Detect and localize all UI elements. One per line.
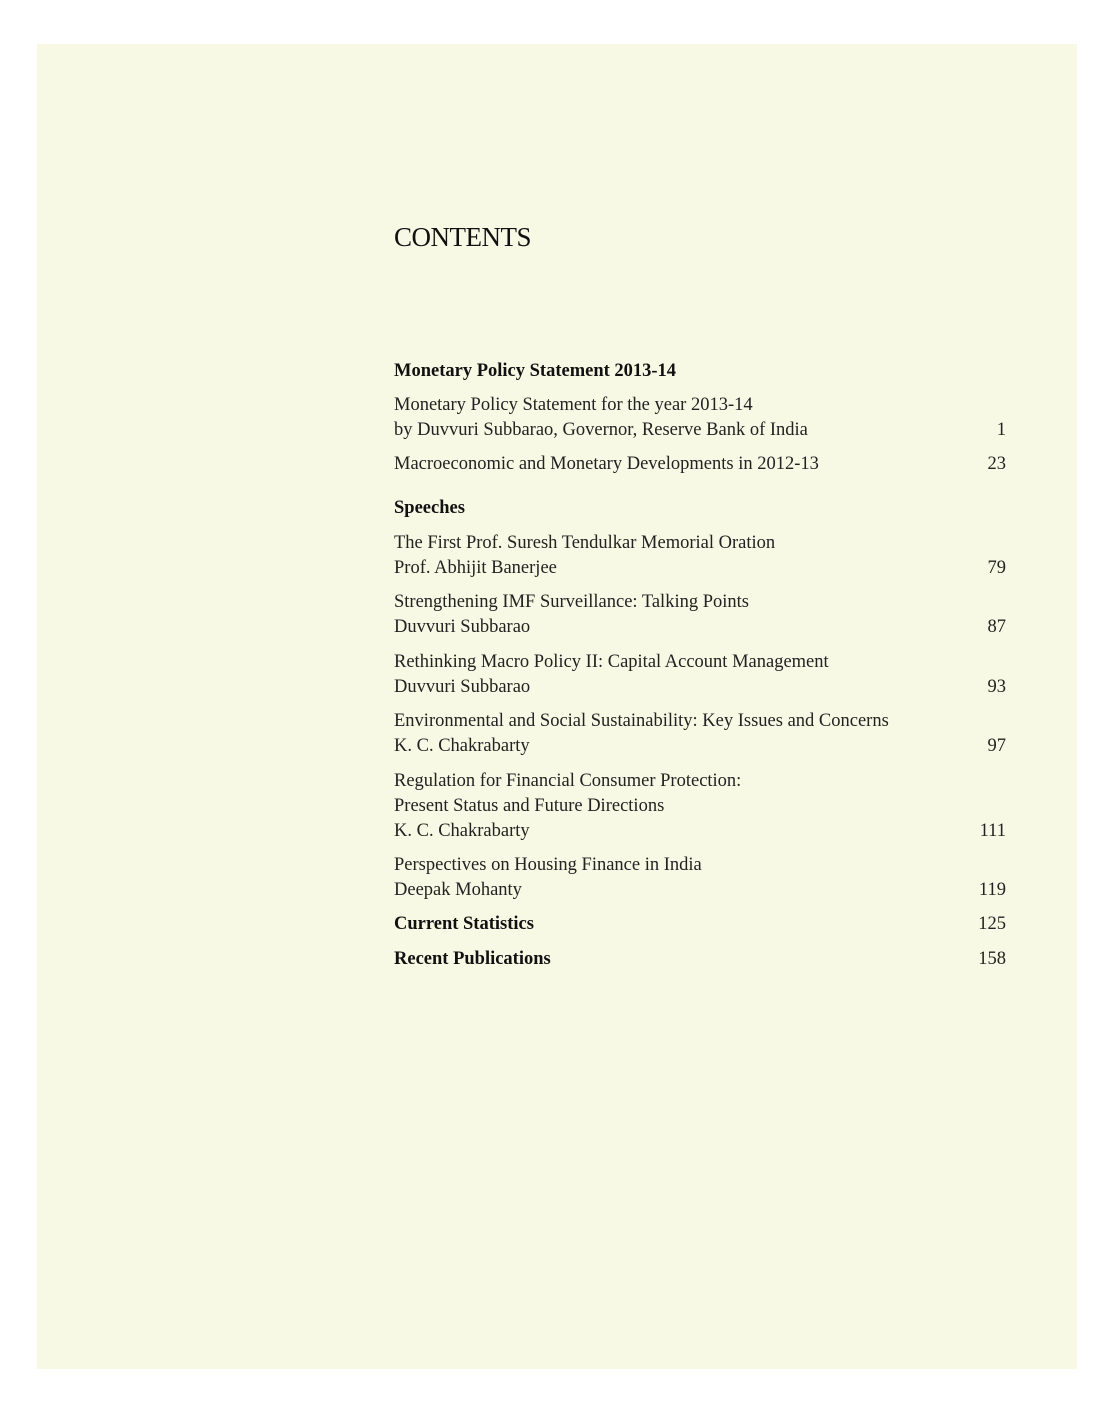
toc-page-number: 97 bbox=[987, 736, 1006, 756]
section-heading: Monetary Policy Statement 2013-14 bbox=[394, 361, 677, 381]
toc-entry-line: The First Prof. Suresh Tendulkar Memorial Oration bbox=[394, 533, 776, 553]
toc-page-number: 93 bbox=[987, 677, 1006, 697]
toc-entry-line: Strengthening IMF Surveillance: Talking Points bbox=[394, 592, 749, 612]
toc-entry-line: K. C. Chakrabarty bbox=[394, 821, 530, 841]
toc-entry-line: Monetary Policy Statement for the year 2013-14 bbox=[394, 395, 753, 415]
page-title: CONTENTS bbox=[394, 222, 531, 252]
toc-entry-line: Regulation for Financial Consumer Protection: bbox=[394, 771, 742, 791]
toc-entry-line: Duvvuri Subbarao bbox=[394, 617, 531, 637]
toc-page-number: 1 bbox=[996, 420, 1006, 440]
toc-page-number: 125 bbox=[978, 914, 1006, 934]
toc-entry-line: Rethinking Macro Policy II: Capital Account Management bbox=[394, 652, 829, 672]
section-heading: Speeches bbox=[394, 498, 465, 518]
toc-page-number: 158 bbox=[978, 949, 1006, 969]
toc-entry-line: Perspectives on Housing Finance in India bbox=[394, 855, 702, 875]
section-heading: Current Statistics bbox=[394, 914, 534, 934]
toc-entry-line: K. C. Chakrabarty bbox=[394, 736, 530, 756]
section-heading: Recent Publications bbox=[394, 949, 551, 969]
document-page bbox=[37, 44, 1077, 1369]
toc-page-number: 119 bbox=[978, 880, 1006, 900]
toc-page-number: 23 bbox=[987, 454, 1006, 474]
toc-entry-line: Environmental and Social Sustainability: Key Issues and Concerns bbox=[394, 711, 889, 731]
toc-entry-line: Present Status and Future Directions bbox=[394, 796, 665, 816]
toc-page-number: 79 bbox=[987, 558, 1006, 578]
toc-entry-line: Deepak Mohanty bbox=[394, 880, 522, 900]
toc-page-number: 87 bbox=[987, 617, 1006, 637]
toc-entry-line: Prof. Abhijit Banerjee bbox=[394, 558, 557, 578]
toc-page-number: 111 bbox=[979, 821, 1006, 841]
toc-entry-line: by Duvvuri Subbarao, Governor, Reserve Bank of India bbox=[394, 420, 808, 440]
toc-entry-line: Macroeconomic and Monetary Developments in 2012-13 bbox=[394, 454, 819, 474]
toc-entry-line: Duvvuri Subbarao bbox=[394, 677, 531, 697]
